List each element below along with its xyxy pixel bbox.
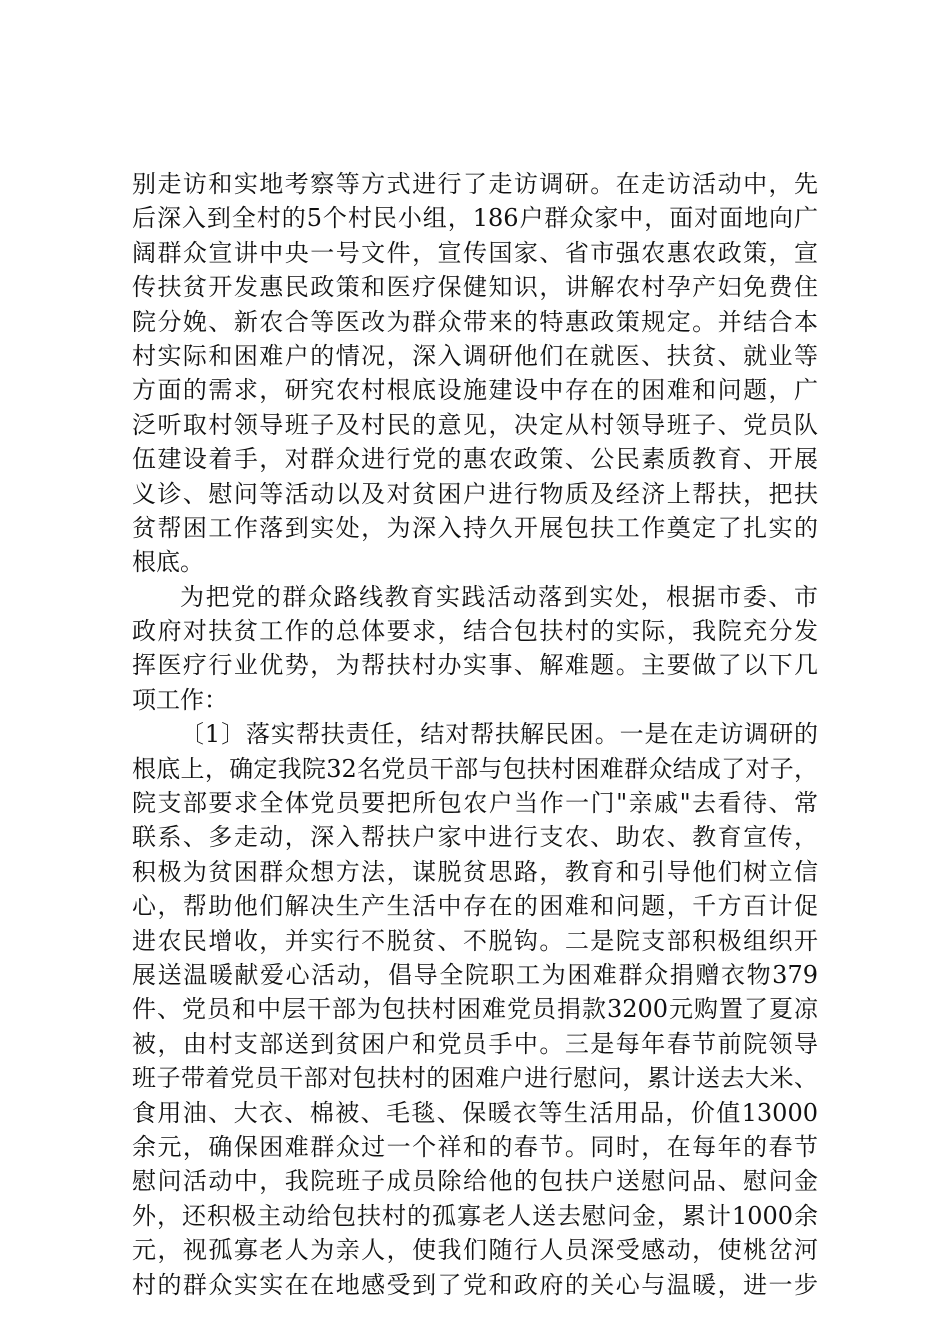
text-line: 挥医疗行业优势，为帮扶村办实事、解难题。主要做了以下几 [132, 651, 818, 680]
text-line: 项工作： [132, 685, 228, 714]
text-line: 别走访和实地考察等方式进行了走访调研。在走访活动中，先 [132, 170, 818, 198]
text-line: 村的群众实实在在地感受到了党和政府的关心与温暖，进一步 [132, 1270, 818, 1299]
text-line: 村实际和困难户的情况，深入调研他们在就医、扶贫、就业等 [132, 341, 818, 370]
text-line: 院支部要求全体党员要把所包农户当作一门"亲戚"去看待、常 [132, 789, 818, 818]
text-line: 食用油、大衣、棉被、毛毯、保暖衣等生活用品，价值13000 [132, 1098, 818, 1127]
text-line: 伍建设着手，对群众进行党的惠农政策、公民素质教育、开展 [132, 445, 818, 474]
text-line: 为把党的群众路线教育实践活动落到实处，根据市委、市 [180, 582, 818, 611]
document-body [132, 167, 818, 1302]
text-line: 贫帮困工作落到实处，为深入持久开展包扶工作奠定了扎实的 [132, 513, 818, 542]
text-line: 心，帮助他们解决生产生活中存在的困难和问题，千方百计促 [132, 892, 818, 921]
text-line: 外，还积极主动给包扶村的孤寡老人送去慰问金，累计1000余 [132, 1201, 818, 1230]
text-line: 被，由村支部送到贫困户和党员手中。三是每年春节前院领导 [132, 1029, 818, 1058]
text-line: 展送温暖献爱心活动，倡导全院职工为困难群众捐赠衣物379 [132, 960, 818, 989]
text-line: 泛听取村领导班子及村民的意见，决定从村领导班子、党员队 [132, 410, 818, 439]
text-line: 根底上，确定我院32名党员干部与包扶村困难群众结成了对子， [132, 754, 818, 783]
text-line: 班子带着党员干部对包扶村的困难户进行慰问，累计送去大米、 [132, 1064, 818, 1093]
text-line: 件、党员和中层干部为包扶村困难党员捐款3200元购置了夏凉 [132, 995, 818, 1024]
text-line: 政府对扶贫工作的总体要求，结合包扶村的实际，我院充分发 [132, 617, 818, 646]
text-line: 联系、多走动，深入帮扶户家中进行支农、助农、教育宣传， [132, 823, 818, 852]
text-line: 方面的需求，研究农村根底设施建设中存在的困难和问题，广 [132, 376, 818, 405]
text-line: 余元，确保困难群众过一个祥和的春节。同时，在每年的春节 [132, 1132, 818, 1161]
text-line: 进农民增收，并实行不脱贫、不脱钩。二是院支部积极组织开 [132, 926, 818, 955]
text-line: 义诊、慰问等活动以及对贫困户进行物质及经济上帮扶，把扶 [132, 479, 818, 508]
text-line: 〔1〕落实帮扶责任，结对帮扶解民困。一是在走访调研的 [180, 720, 818, 749]
text-line: 阔群众宣讲中央一号文件，宣传国家、省市强农惠农政策，宣 [132, 238, 818, 267]
text-line: 根底。 [132, 548, 204, 577]
text-line: 院分娩、新农合等医改为群众带来的特惠政策规定。并结合本 [132, 307, 818, 336]
text-line: 元，视孤寡老人为亲人，使我们随行人员深受感动，使桃岔河 [132, 1236, 818, 1265]
text-line: 传扶贫开发惠民政策和医疗保健知识，讲解农村孕产妇免费住 [132, 273, 818, 302]
text-line: 积极为贫困群众想方法，谋脱贫思路，教育和引导他们树立信 [132, 857, 818, 886]
text-line: 后深入到全村的5个村民小组，186户群众家中，面对面地向广 [132, 204, 818, 233]
text-line: 慰问活动中，我院班子成员除给他的包扶户送慰问品、慰问金 [132, 1167, 818, 1196]
